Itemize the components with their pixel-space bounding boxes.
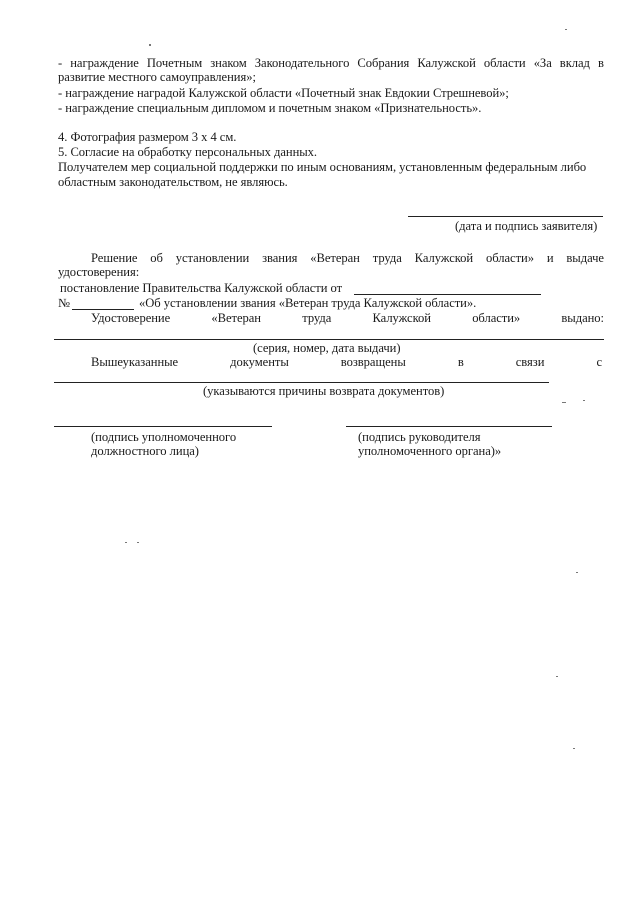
word: выдано: xyxy=(561,311,604,325)
word: «Ветеран xyxy=(310,251,360,265)
word: «Ветеран xyxy=(211,311,261,325)
documents-returned-line xyxy=(91,355,602,370)
word: в xyxy=(457,355,464,369)
word: выдаче xyxy=(566,251,604,265)
word: знаком xyxy=(210,56,247,70)
word: документы xyxy=(230,355,289,369)
scan-speck xyxy=(125,542,127,543)
word: области» xyxy=(485,251,534,265)
applicant-signature-caption: (дата и подпись заявителя) xyxy=(455,219,598,233)
word: Почетным xyxy=(146,56,203,70)
head-signature-line xyxy=(346,426,552,427)
award-item-gratitude: - награждение специальным дипломом и почетным знаком «Признательность». xyxy=(58,101,482,115)
scan-speck xyxy=(137,542,139,543)
official-signature-caption-line1: (подпись уполномоченного xyxy=(91,430,237,444)
scan-speck xyxy=(576,572,578,573)
word: вклад xyxy=(559,56,590,70)
series-number-date-caption: (серия, номер, дата выдачи) xyxy=(253,341,401,355)
word: установлении xyxy=(175,251,250,265)
word: Калужской xyxy=(414,251,474,265)
resolution-number-line xyxy=(72,309,134,310)
word: звания xyxy=(262,251,298,265)
declaration-line1: Получателем мер социальной поддержки по иным основаниям, установленным федеральным либо xyxy=(58,160,587,174)
item-photo: 4. Фотография размером 3 х 4 см. xyxy=(58,130,237,144)
word: об xyxy=(150,251,163,265)
word: и xyxy=(546,251,554,265)
declaration-line2: областным законодательством, не являюсь. xyxy=(58,175,288,189)
return-reasons-caption: (указываются причины возврата документов) xyxy=(203,384,445,398)
scan-speck xyxy=(565,29,567,30)
word: Законодательного xyxy=(254,56,350,70)
official-signature-caption-line2: должностного лица) xyxy=(91,444,199,458)
certificate-details-line xyxy=(54,339,604,340)
official-signature-line xyxy=(54,426,272,427)
head-signature-caption-line1: (подпись руководителя xyxy=(358,430,481,444)
word: Собрания xyxy=(357,56,410,70)
resolution-date-line xyxy=(354,294,541,295)
applicant-signature-line xyxy=(408,216,603,217)
word: труда xyxy=(372,251,402,265)
word: Калужской xyxy=(372,311,431,325)
word: труда xyxy=(302,311,332,325)
return-reasons-line xyxy=(54,382,549,383)
certificate-issued-line xyxy=(91,311,604,326)
resolution-title: «Об установлении звания «Ветеран труда Калужской области». xyxy=(139,296,477,310)
word: области xyxy=(483,56,526,70)
item-consent: 5. Согласие на обработку персональных данных. xyxy=(58,145,318,159)
award-item-legislative-assembly xyxy=(58,56,604,71)
word: - xyxy=(58,56,63,70)
scan-speck xyxy=(562,402,566,403)
head-signature-caption-line2: уполномоченного органа)» xyxy=(358,444,502,458)
decision-certificate-label: удостоверения: xyxy=(58,265,140,279)
word: Калужской xyxy=(417,56,476,70)
scan-speck xyxy=(573,748,575,749)
word: возвращены xyxy=(340,355,406,369)
word: «За xyxy=(533,56,552,70)
scan-speck xyxy=(583,400,585,401)
government-resolution-label: постановление Правительства Калужской области от xyxy=(60,281,343,295)
word: с xyxy=(596,355,602,369)
scan-speck xyxy=(556,676,558,677)
word: области» xyxy=(472,311,521,325)
number-sign: № xyxy=(58,296,70,310)
word: Вышеуказанные xyxy=(91,355,179,369)
decision-heading xyxy=(91,251,604,266)
word: Решение xyxy=(91,251,138,265)
scan-speck xyxy=(149,44,151,46)
award-item-continuation: развитие местного самоуправления»; xyxy=(58,70,256,84)
word: награждение xyxy=(70,56,139,70)
word: связи xyxy=(515,355,545,369)
award-item-streshneva: - награждение наградой Калужской области «Почетный знак Евдокии Стрешневой»; xyxy=(58,86,509,100)
word: в xyxy=(597,56,604,70)
word: Удостоверение xyxy=(91,311,171,325)
